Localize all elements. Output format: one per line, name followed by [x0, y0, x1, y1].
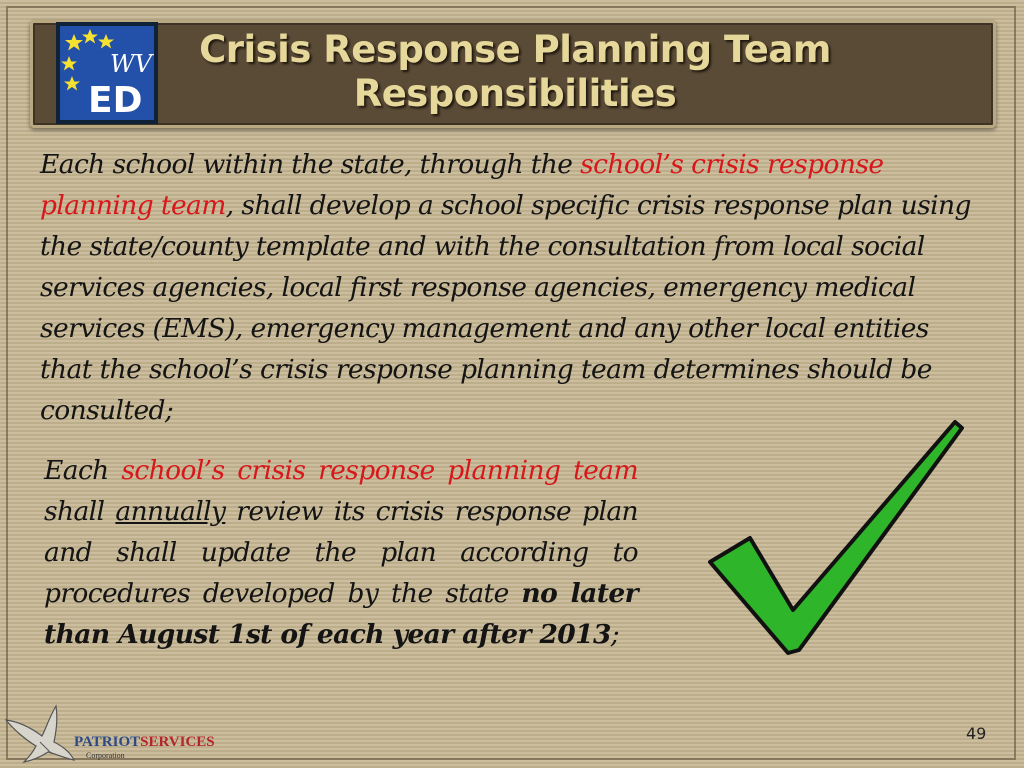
logo-graphic	[60, 26, 154, 120]
paragraph-2-underlined: annually	[115, 496, 226, 527]
logo-ed-text: ED	[88, 80, 143, 120]
paragraph-1-highlight: school’s crisis response planning team	[40, 149, 884, 221]
paragraph-2-bold: no later than August 1st of each year after 2013	[44, 578, 638, 650]
page-number: 49	[966, 724, 987, 743]
paragraph-2-highlight: school’s crisis response planning team	[121, 455, 638, 486]
company-name: PATRIOTSERVICES	[74, 734, 215, 750]
paragraph-2	[44, 450, 638, 655]
paragraph-2-mid2: review its crisis response plan and shall update the plan according to procedures developed by the state	[44, 496, 638, 609]
title-line-2: Responsibilities	[353, 72, 677, 115]
paragraph-1-pre: Each school within the state, through the	[40, 149, 581, 180]
paragraph-2-mid1: shall	[44, 496, 116, 527]
slide-title	[160, 28, 870, 116]
paragraph-2-post: ;	[610, 619, 620, 650]
paragraph-1-post: , shall develop a school specific crisis response plan using the state/county template and with the consultation from local social services agencies, local first response agencies, emergency medical services (EMS), emergency management and any other local entities that the school’s crisis response planning team determines should be consulted;	[40, 190, 971, 426]
company-subtitle: Corporation	[86, 751, 125, 760]
checkmark-icon	[700, 410, 970, 660]
paragraph-2-pre: Each	[44, 455, 122, 486]
paragraph-1	[40, 144, 980, 431]
wv-ed-logo	[56, 22, 158, 124]
logo-wv-text: WV	[110, 50, 152, 78]
title-line-1: Crisis Response Planning Team	[199, 28, 831, 71]
